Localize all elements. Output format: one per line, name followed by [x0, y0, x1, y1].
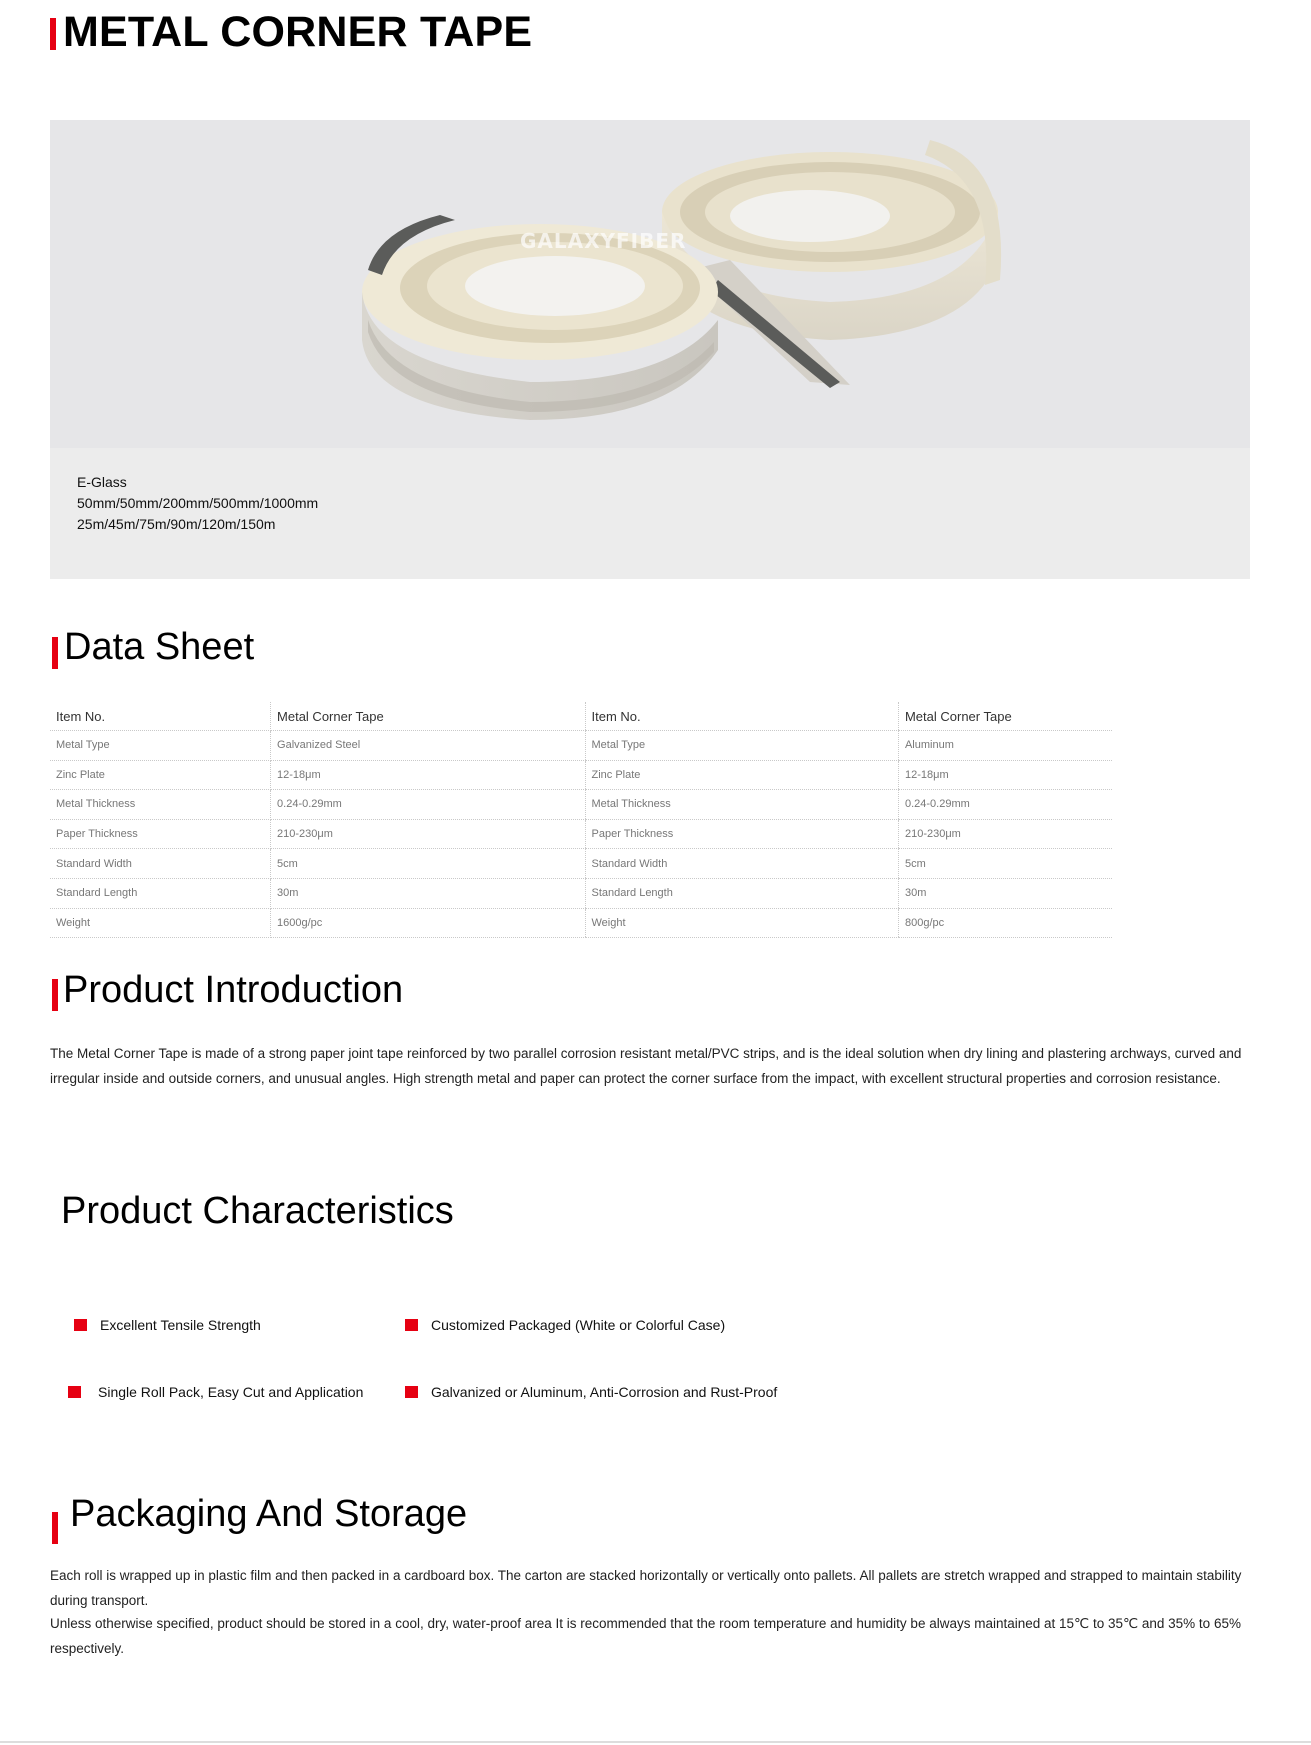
table-cell: Metal Type: [585, 731, 898, 761]
characteristic-item: [68, 1384, 363, 1400]
table-cell: 1600g/pc: [271, 908, 585, 938]
title-accent-bar: [50, 18, 56, 50]
introduction-title: Product Introduction: [63, 969, 404, 1011]
table-cell: Standard Width: [50, 849, 271, 879]
table-cell: Standard Length: [585, 878, 898, 908]
table-cell: Weight: [50, 908, 271, 938]
product-image: [50, 120, 1250, 448]
table-cell: 0.24-0.29mm: [898, 790, 1112, 820]
table-row: [50, 790, 1112, 820]
tape-rolls-illustration: [50, 120, 1250, 448]
table-header-row: [50, 702, 1112, 731]
characteristic-item: [405, 1384, 777, 1400]
page-title: METAL CORNER TAPE: [63, 8, 533, 56]
characteristic-item: [74, 1317, 261, 1333]
characteristic-label: Galvanized or Aluminum, Anti-Corrosion and Rust-Proof: [431, 1384, 778, 1400]
table-cell: 800g/pc: [898, 908, 1112, 938]
table-header-cell: Metal Corner Tape: [271, 702, 585, 731]
table-cell: 5cm: [898, 849, 1112, 879]
table-cell: Galvanized Steel: [271, 731, 585, 761]
table-cell: Metal Thickness: [585, 790, 898, 820]
product-spec-summary: [77, 472, 318, 535]
packaging-title: Packaging And Storage: [70, 1493, 468, 1535]
table-cell: 5cm: [271, 849, 585, 879]
red-square-bullet-icon: [74, 1319, 87, 1331]
packaging-text: Each roll is wrapped up in plastic film and then packed in a cardboard box. The carton are stacked horizontally or vertically onto pallets. All pallets are stretch wrapped and strapped to maintain stability during transport.: [50, 1568, 1242, 1608]
section-accent-bar: [52, 1512, 58, 1544]
introduction-text: The Metal Corner Tape is made of a strong paper joint tape reinforced by two parallel corrosion resistant metal/PVC strips, and is the ideal solution when dry lining and plastering archways, curved and irregular inside and outside corners, and unusual angles. High strength metal and paper can protect the corner surface from the impact, with excellent structural properties and corrosion resistance.: [50, 1046, 1242, 1086]
table-row: [50, 760, 1112, 790]
characteristic-label: Excellent Tensile Strength: [100, 1317, 261, 1333]
spec-line: E-Glass: [77, 474, 127, 490]
characteristic-item: [405, 1317, 725, 1333]
table-cell: 210-230μm: [898, 819, 1112, 849]
table-cell: Standard Length: [50, 878, 271, 908]
table-cell: 12-18μm: [271, 760, 585, 790]
table-cell: Paper Thickness: [585, 819, 898, 849]
red-square-bullet-icon: [68, 1386, 81, 1398]
spec-line: 50mm/50mm/200mm/500mm/1000mm: [77, 495, 319, 511]
table-row: [50, 849, 1112, 879]
table-cell: Zinc Plate: [50, 760, 271, 790]
table-cell: 30m: [271, 878, 585, 908]
table-cell: 30m: [898, 878, 1112, 908]
characteristic-label: Single Roll Pack, Easy Cut and Application: [98, 1384, 364, 1400]
storage-text: Unless otherwise specified, product should be stored in a cool, dry, water-proof area It is recommended that the room temperature and humidity be always maintained at 15℃ to 35℃ and 35% to 65% respectively.: [50, 1616, 1241, 1656]
table-header-cell: Item No.: [585, 702, 898, 731]
table-cell: Metal Thickness: [50, 790, 271, 820]
table-row: [50, 819, 1112, 849]
table-cell: Standard Width: [585, 849, 898, 879]
red-square-bullet-icon: [405, 1319, 418, 1331]
footer-divider: [0, 1741, 1311, 1743]
spec-line: 25m/45m/75m/90m/120m/150m: [77, 516, 276, 532]
table-row: [50, 731, 1112, 761]
red-square-bullet-icon: [405, 1386, 418, 1398]
table-header-cell: Item No.: [50, 702, 271, 731]
section-accent-bar: [52, 979, 58, 1011]
table-header-cell: Metal Corner Tape: [898, 702, 1112, 731]
hero-banner: [50, 120, 1250, 579]
data-sheet-table: [50, 702, 1112, 938]
table-cell: Aluminum: [898, 731, 1112, 761]
table-row: [50, 878, 1112, 908]
table-cell: Paper Thickness: [50, 819, 271, 849]
image-watermark: GALAXYFIBER: [520, 229, 687, 253]
table-row: [50, 908, 1112, 938]
characteristic-label: Customized Packaged (White or Colorful Case): [431, 1317, 726, 1333]
section-accent-bar: [52, 637, 58, 669]
table-cell: 210-230μm: [271, 819, 585, 849]
table-cell: Metal Type: [50, 731, 271, 761]
table-cell: Zinc Plate: [585, 760, 898, 790]
table-cell: 0.24-0.29mm: [271, 790, 585, 820]
table-cell: 12-18μm: [898, 760, 1112, 790]
data-sheet-title: Data Sheet: [64, 626, 255, 668]
table-cell: Weight: [585, 908, 898, 938]
characteristics-title: Product Characteristics: [61, 1190, 454, 1232]
